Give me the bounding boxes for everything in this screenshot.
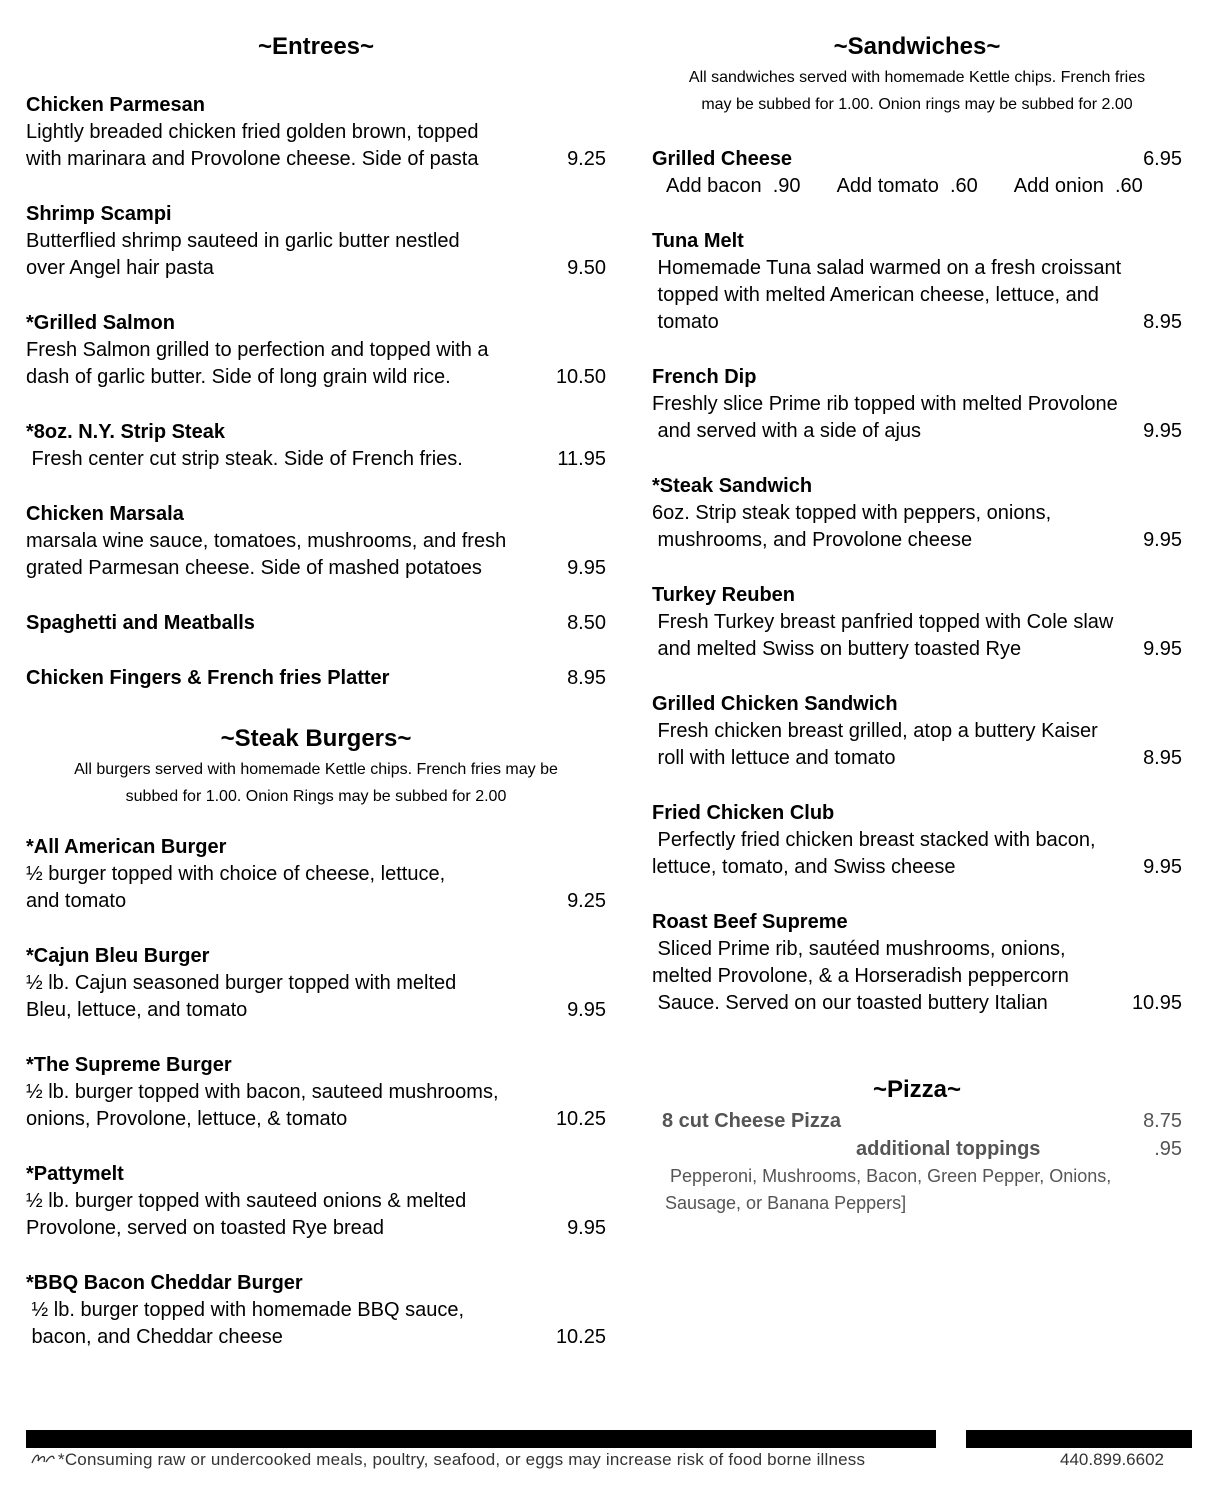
item-name: Fried Chicken Club [652, 802, 835, 824]
item-description: Fresh center cut strip steak. Side of French fries. [26, 448, 463, 470]
item-name: *Grilled Salmon [26, 312, 175, 334]
item-price: 6.95 [1143, 148, 1182, 170]
cheese-pizza-row [652, 1107, 1182, 1135]
item-name: *Pattymelt [26, 1163, 124, 1185]
menu-item [26, 92, 606, 173]
item-description: bacon, and Cheddar cheese [26, 1326, 283, 1348]
item-name: Grilled Cheese [652, 148, 793, 170]
item-name: *Steak Sandwich [652, 475, 813, 497]
addon-tomato: Add tomato .60 [836, 175, 978, 197]
menu-item [26, 943, 606, 1024]
sandwiches-list [652, 228, 1182, 1017]
menu-item [652, 473, 1182, 554]
item-description: tomato [652, 311, 719, 333]
item-description: topped with melted American cheese, lettuce, and [652, 284, 1099, 306]
item-price: 10.25 [555, 1326, 606, 1348]
item-description: 6oz. Strip steak topped with peppers, onions, [652, 502, 1052, 524]
item-description: Freshly slice Prime rib topped with melted Provolone [652, 393, 1118, 415]
grilled-cheese-addons [652, 173, 1182, 200]
item-description: Lightly breaded chicken fried golden brown, topped [26, 121, 479, 143]
item-description: and tomato [26, 890, 127, 912]
menu-item [652, 909, 1182, 1017]
item-description: mushrooms, and Provolone cheese [652, 529, 973, 551]
item-description: dash of garlic butter. Side of long grain wild rice. [26, 366, 451, 388]
menu-item [652, 228, 1182, 336]
menu-item [26, 1161, 606, 1242]
item-name: Roast Beef Supreme [652, 911, 848, 933]
item-name: *BBQ Bacon Cheddar Burger [26, 1272, 303, 1294]
burgers-note-line2: subbed for 1.00. Onion Rings may be subbed for 2.00 [125, 788, 507, 805]
item-price: 9.95 [1143, 529, 1182, 551]
item-description: lettuce, tomato, and Swiss cheese [652, 856, 956, 878]
item-price: 8.95 [567, 667, 606, 689]
item-description: Fresh Turkey breast panfried topped with Cole slaw [652, 611, 1114, 633]
burgers-note-line1: All burgers served with homemade Kettle chips. French fries may be [74, 761, 558, 778]
footer-disclaimer [30, 1450, 865, 1470]
item-description: marsala wine sauce, tomatoes, mushrooms, and fresh [26, 530, 507, 552]
menu-item [652, 364, 1182, 445]
menu-item [652, 800, 1182, 881]
pizza-section [652, 1073, 1182, 1217]
item-price: 9.95 [1143, 420, 1182, 442]
item-description: with marinara and Provolone cheese. Side of pasta [26, 148, 479, 170]
addon-bacon: Add bacon .90 [666, 175, 801, 197]
item-price: 8.50 [567, 612, 606, 634]
item-description: Perfectly fried chicken breast stacked with bacon, [652, 829, 1096, 851]
item-description: ½ lb. burger topped with sauteed onions & melted [26, 1190, 467, 1212]
disclaimer-text: *Consuming raw or undercooked meals, poultry, seafood, or eggs may increase risk of food borne illness [58, 1450, 866, 1469]
item-price: 9.50 [567, 257, 606, 279]
swirl-ornament-icon [30, 1450, 58, 1470]
toppings-row [652, 1135, 1182, 1163]
item-description: roll with lettuce and tomato [652, 747, 896, 769]
menu-item [26, 665, 606, 692]
item-price: 10.25 [555, 1108, 606, 1130]
item-name: Chicken Fingers & French fries Platter [26, 667, 390, 689]
menu-item [26, 1270, 606, 1351]
menu-item [26, 419, 606, 473]
item-price: 10.50 [555, 366, 606, 388]
toppings-list-line1: Pepperoni, Mushrooms, Bacon, Green Pepper, Onions, [670, 1166, 1112, 1186]
item-name: Chicken Parmesan [26, 94, 205, 116]
addon-onion: Add onion .60 [1013, 175, 1143, 197]
item-description: ½ lb. burger topped with bacon, sauteed mushrooms, [26, 1081, 499, 1103]
item-name: Turkey Reuben [652, 584, 795, 606]
item-name: Spaghetti and Meatballs [26, 612, 255, 634]
item-name: Grilled Chicken Sandwich [652, 693, 898, 715]
item-price: 8.95 [1143, 311, 1182, 333]
pizza-heading: ~Pizza~ [872, 1076, 962, 1103]
footer-bar-right [966, 1430, 1192, 1448]
item-description: melted Provolone, & a Horseradish peppercorn [652, 965, 1069, 987]
item-description: Fresh chicken breast grilled, atop a buttery Kaiser [652, 720, 1098, 742]
toppings-label: additional toppings [856, 1138, 1041, 1160]
item-name: Tuna Melt [652, 230, 744, 252]
menu-item [652, 582, 1182, 663]
menu-item [26, 310, 606, 391]
menu-item [26, 610, 606, 637]
item-description: over Angel hair pasta [26, 257, 214, 279]
menu-item [26, 501, 606, 582]
item-description: ½ burger topped with choice of cheese, lettuce, [26, 863, 446, 885]
item-name: *The Supreme Burger [26, 1054, 232, 1076]
item-price: 9.95 [1143, 856, 1182, 878]
item-description: Provolone, served on toasted Rye bread [26, 1217, 384, 1239]
item-price: 10.95 [1131, 992, 1182, 1014]
item-description: Sliced Prime rib, sautéed mushrooms, onions, [652, 938, 1066, 960]
footer-bar-left [26, 1430, 936, 1448]
item-description: Sauce. Served on our toasted buttery Italian [652, 992, 1048, 1014]
item-name: *8oz. N.Y. Strip Steak [26, 421, 225, 443]
entrees-list [26, 92, 606, 692]
menu-item [26, 201, 606, 282]
item-description: and served with a side of ajus [652, 420, 922, 442]
entrees-heading: ~Entrees~ [257, 33, 375, 60]
grilled-cheese-item [652, 146, 1182, 200]
item-description: ½ lb. burger topped with homemade BBQ sauce, [26, 1299, 465, 1321]
item-price: 9.95 [567, 999, 606, 1021]
item-description: Butterflied shrimp sauteed in garlic butter nestled [26, 230, 460, 252]
item-description: Bleu, lettuce, and tomato [26, 999, 248, 1021]
item-price: 9.25 [567, 890, 606, 912]
item-price: 9.95 [1143, 638, 1182, 660]
menu-item [26, 1052, 606, 1133]
item-price: 11.95 [557, 448, 606, 470]
item-description: grated Parmesan cheese. Side of mashed potatoes [26, 557, 482, 579]
item-name: *Cajun Bleu Burger [26, 945, 210, 967]
phone-number: 440.899.6602 [1060, 1450, 1164, 1469]
item-description: onions, Provolone, lettuce, & tomato [26, 1108, 348, 1130]
item-name: *All American Burger [26, 836, 227, 858]
menu-item [26, 834, 606, 915]
toppings-list-line2: Sausage, or Banana Peppers] [665, 1193, 907, 1213]
left-column [26, 30, 606, 1351]
burgers-list [26, 834, 606, 1351]
item-description: and melted Swiss on buttery toasted Rye [652, 638, 1022, 660]
item-name: Chicken Marsala [26, 503, 184, 525]
item-name: Shrimp Scampi [26, 203, 172, 225]
cheese-pizza-name: 8 cut Cheese Pizza [662, 1110, 841, 1132]
item-price: 9.95 [567, 1217, 606, 1239]
item-price: 9.95 [567, 557, 606, 579]
item-description: Fresh Salmon grilled to perfection and topped with a [26, 339, 489, 361]
burgers-heading: ~Steak Burgers~ [220, 725, 412, 752]
cheese-pizza-price: 8.75 [1143, 1110, 1182, 1132]
sandwiches-note-line2: may be subbed for 1.00. Onion rings may be subbed for 2.00 [701, 96, 1133, 113]
item-description: ½ lb. Cajun seasoned burger topped with melted [26, 972, 457, 994]
item-name: French Dip [652, 366, 757, 388]
item-price: 9.25 [567, 148, 606, 170]
item-description: Homemade Tuna salad warmed on a fresh croissant [652, 257, 1122, 279]
sandwiches-heading: ~Sandwiches~ [833, 33, 1001, 60]
toppings-price: .95 [1154, 1138, 1182, 1160]
right-column [652, 30, 1182, 1217]
menu-item [652, 691, 1182, 772]
sandwiches-note-line1: All sandwiches served with homemade Kettle chips. French fries [688, 69, 1146, 86]
item-price: 8.95 [1143, 747, 1182, 769]
